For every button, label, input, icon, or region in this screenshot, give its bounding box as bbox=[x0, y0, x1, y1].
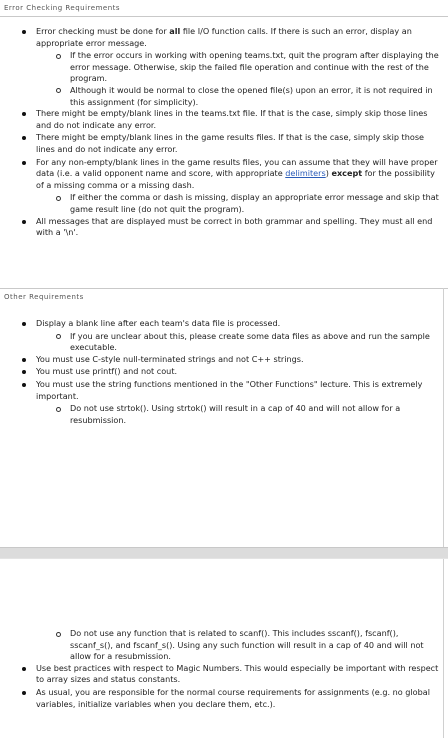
list-item: Display a blank line after each team's data file is processed. bbox=[0, 318, 442, 330]
section-header-error-checking: Error Checking Requirements bbox=[4, 4, 121, 12]
list-item: You must use the string functions mentioned in the "Other Functions" lecture. This is extremely important. bbox=[0, 379, 442, 402]
list-item: If you are unclear about this, please create some data files as above and run the sample executable. bbox=[0, 331, 442, 354]
list-item: There might be empty/blank lines in the game results files. If that is the case, simply skip those lines and do not indicate any error. bbox=[0, 132, 442, 155]
section-header-other: Other Requirements bbox=[4, 293, 84, 301]
other-requirements-list bbox=[0, 318, 442, 426]
list-item: Although it would be normal to close the opened file(s) upon an error, it is not required in this assignment (for simplicity). bbox=[0, 85, 442, 108]
list-item: There might be empty/blank lines in the teams.txt file. If that is the case, simply skip those lines and do not indicate any error. bbox=[0, 108, 442, 131]
list-item: Do not use any function that is related to scanf(). This includes sscanf(), fscanf(), sscanf_s(), and fscanf_s(). Using any such function will result in a cap of 40 and will not allow for a resubmission. bbox=[0, 628, 442, 663]
page-border bbox=[443, 288, 444, 547]
list-item: All messages that are displayed must be correct in both grammar and spelling. They must all end with a '\n'. bbox=[0, 216, 442, 239]
list-item: As usual, you are responsible for the normal course requirements for assignments (e.g. no global variables, initialize variables when you declare them, etc.). bbox=[0, 687, 442, 710]
section-divider bbox=[0, 16, 448, 17]
page-border bbox=[443, 559, 444, 738]
list-item: Error checking must be done for all file I/O function calls. If there is such an error, display an appropriate error message. bbox=[0, 26, 442, 49]
error-checking-list bbox=[0, 26, 442, 240]
list-item: For any non-empty/blank lines in the game results files, you can assume that they will have proper data (i.e. a valid opponent name and score, with appropriate delimiters) except for the possibility of a missing comma or a missing dash. bbox=[0, 157, 442, 192]
list-item: You must use C-style null-terminated strings and not C++ strings. bbox=[0, 354, 442, 366]
page-break bbox=[0, 547, 448, 559]
section-divider bbox=[0, 288, 448, 289]
list-item: Use best practices with respect to Magic Numbers. This would especially be important with respect to array sizes and status constants. bbox=[0, 663, 442, 686]
other-requirements-list-continued bbox=[0, 628, 442, 711]
delimiters-link[interactable]: delimiters bbox=[285, 168, 326, 179]
list-item: If either the comma or dash is missing, display an appropriate error message and skip that game result line (do not quit the program). bbox=[0, 192, 442, 215]
list-item: Do not use strtok(). Using strtok() will result in a cap of 40 and will not allow for a resubmission. bbox=[0, 403, 442, 426]
list-item: You must use printf() and not cout. bbox=[0, 366, 442, 378]
list-item: If the error occurs in working with opening teams.txt, quit the program after displaying the error message. Otherwise, skip the failed file operation and continue with the rest of the program. bbox=[0, 50, 442, 85]
